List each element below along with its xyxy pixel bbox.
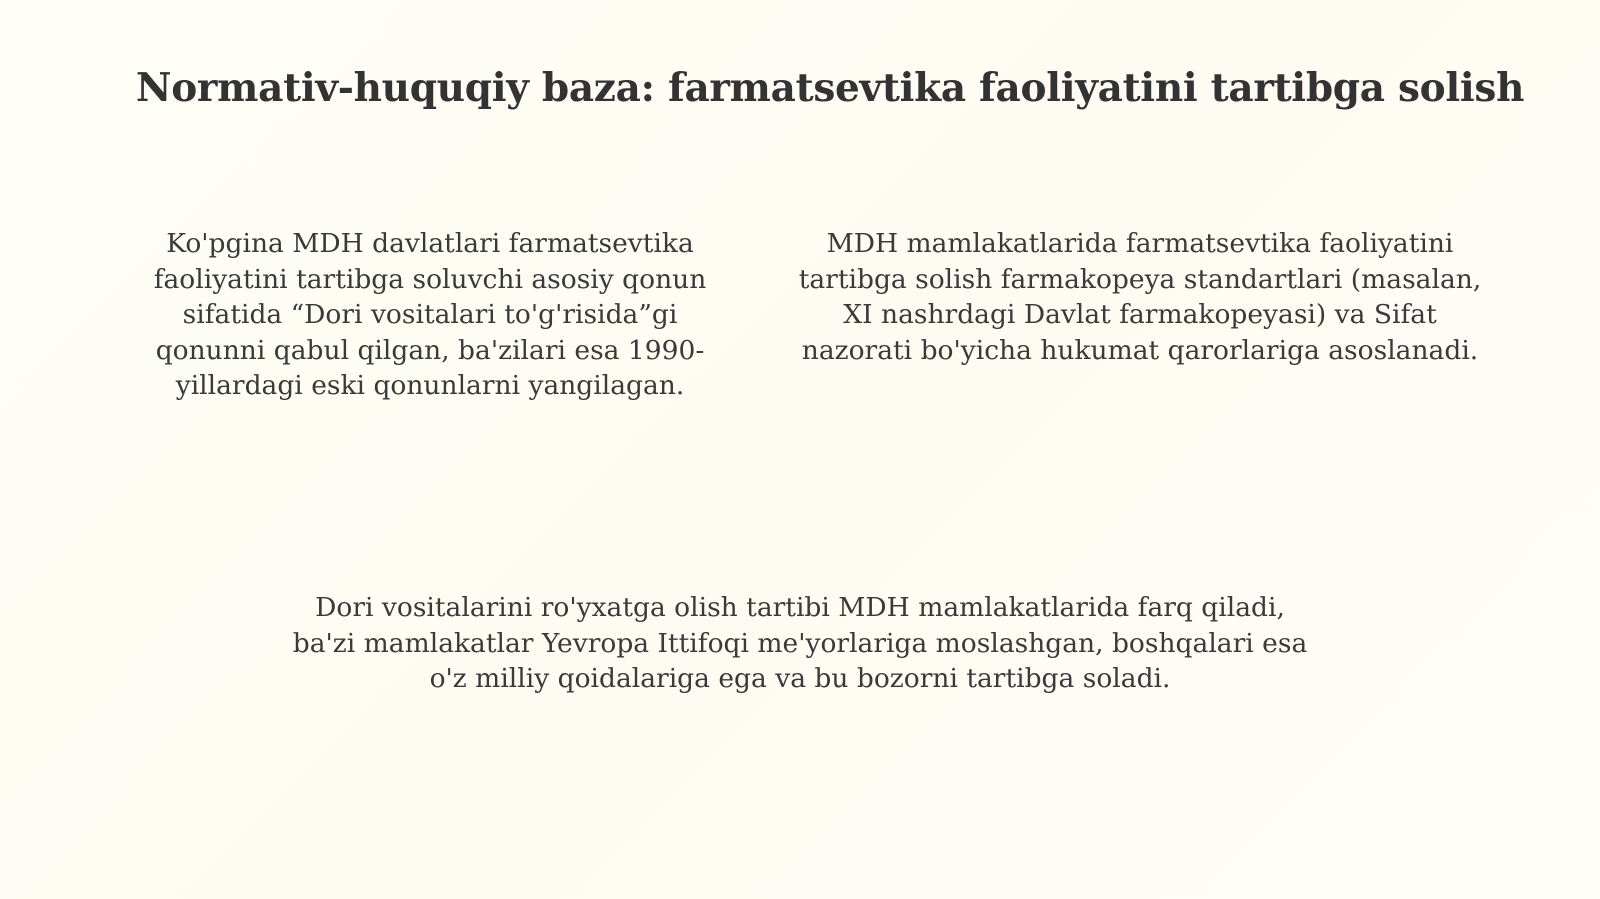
bottom-paragraph: Dori vositalarini ro'yxatga olish tartibi MDH mamlakatlarida farq qiladi, ba'zi mamlakatlar Yevropa Ittifoqi me'yorlariga moslashgan, boshqalari esa o'z milliy qoidalariga ega va bu bozorni tartibga soladi.: [292, 592, 1308, 694]
right-paragraph: MDH mamlakatlarida farmatsevtika faoliyatini tartibga solish farmakopeya standartlari (masalan, XI nashrdagi Davlat farmakopeyasi) va Sifat nazorati bo'yicha hukumat qarorlariga asoslanadi.: [798, 228, 1482, 366]
slide-title: Normativ-huquqiy baza: farmatsevtika faoliyatini tartibga solish: [135, 65, 1525, 111]
left-paragraph: Ko'pgina MDH davlatlari farmatsevtika faoliyatini tartibga soluvchi asosiy qonun sifatida “Dori vositalari to'g'risida”gi qonunni qabul qilgan, ba'zilari esa 1990-yillardagi eski qonunlarni yangilagan.: [153, 228, 707, 401]
